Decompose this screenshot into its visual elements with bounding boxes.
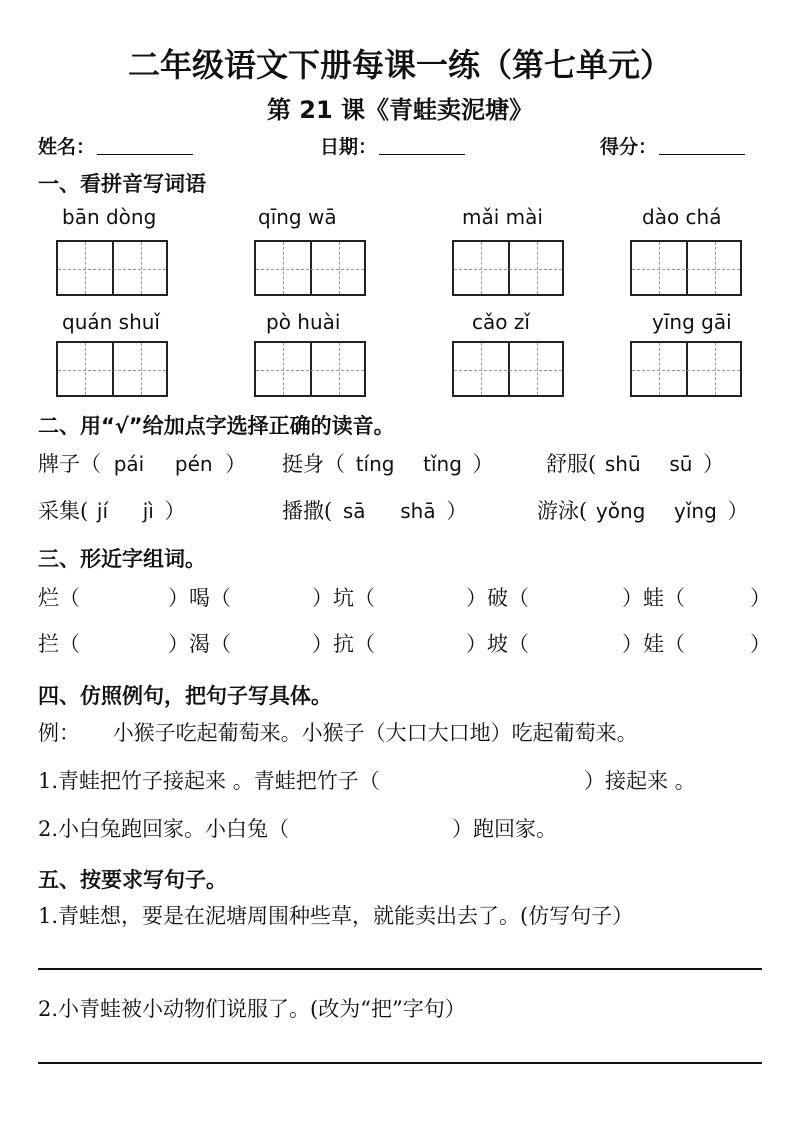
- section5-heading: 五、按要求写句子。: [38, 868, 227, 892]
- score-field[interactable]: [600, 132, 745, 159]
- option[interactable]: tǐng: [423, 452, 462, 476]
- option[interactable]: pái: [113, 452, 145, 476]
- similar-char-bracket: ）: [750, 632, 771, 656]
- question-1-part-b: ）接起来 。: [584, 769, 696, 793]
- word: 采集(: [38, 499, 89, 523]
- bracket: ）: [727, 499, 749, 523]
- word: 牌子（: [38, 452, 101, 476]
- similar-char-item[interactable]: ）坑（: [312, 586, 375, 610]
- section1-heading: 一、看拼音写词语: [38, 172, 206, 196]
- date-field[interactable]: [320, 132, 465, 159]
- writing-grid[interactable]: [254, 341, 366, 397]
- worksheet-title: 二年级语文下册每课一练（第七单元）: [127, 46, 672, 84]
- date-blank[interactable]: [379, 136, 465, 155]
- option[interactable]: tíng: [355, 452, 395, 476]
- pinyin-label: quán shuǐ: [62, 310, 160, 334]
- writing-grid[interactable]: [452, 240, 564, 296]
- pinyin-label: pò huài: [266, 310, 341, 334]
- pronunciation-item: [537, 495, 748, 525]
- pronunciation-item: [38, 448, 246, 478]
- option[interactable]: jí: [96, 499, 109, 523]
- bracket: ）: [164, 499, 186, 523]
- similar-char-item[interactable]: ）喝（: [168, 586, 231, 610]
- option[interactable]: jì: [142, 499, 154, 523]
- pronunciation-item: [282, 495, 467, 525]
- example-text: 小猴子吃起葡萄来。小猴子（大口大口地）吃起葡萄来。: [112, 721, 638, 745]
- writing-grid[interactable]: [630, 341, 742, 397]
- question-1-part-a: 1.青蛙把竹子接起来 。青蛙把竹子（: [38, 769, 380, 793]
- pinyin-label: dào chá: [642, 205, 722, 229]
- similar-char-item[interactable]: ）破（: [466, 586, 529, 610]
- answer-line[interactable]: [38, 1062, 762, 1064]
- word: 播撒(: [282, 499, 333, 523]
- name-blank[interactable]: [97, 136, 193, 155]
- name-field[interactable]: [38, 132, 193, 159]
- date-label: 日期：: [320, 136, 378, 158]
- score-label: 得分：: [600, 136, 658, 158]
- word: 舒服(: [546, 452, 597, 476]
- option[interactable]: pén: [174, 452, 213, 476]
- section3-heading: 三、形近字组词。: [38, 547, 206, 571]
- similar-char-item[interactable]: ）渴（: [168, 632, 231, 656]
- option[interactable]: yǐng: [674, 499, 717, 523]
- writing-grid[interactable]: [56, 240, 168, 296]
- similar-char-item[interactable]: ）娃（: [622, 632, 685, 656]
- question-2-part-b: ）跑回家。: [452, 817, 557, 841]
- option[interactable]: shā: [400, 499, 436, 523]
- question-1: 1.青蛙想，要是在泥塘周围种些草，就能卖出去了。(仿写句子）: [38, 904, 634, 928]
- writing-grid[interactable]: [452, 341, 564, 397]
- similar-char-bracket: ）: [750, 586, 771, 610]
- bracket: ）: [225, 452, 247, 476]
- writing-grid[interactable]: [630, 240, 742, 296]
- name-label: 姓名：: [38, 136, 96, 158]
- similar-char-item[interactable]: ）抗（: [312, 632, 375, 656]
- pinyin-label: cǎo zǐ: [472, 310, 530, 334]
- section2-heading: 二、用“√”给加点字选择正确的读音。: [38, 414, 395, 438]
- pinyin-label: mǎi mài: [462, 205, 543, 229]
- pronunciation-item: [282, 448, 494, 478]
- bracket: ）: [472, 452, 494, 476]
- section4-heading: 四、仿照例句，把句子写具体。: [38, 684, 332, 708]
- option[interactable]: sū: [669, 452, 693, 476]
- question-2-part-a: 2.小白兔跑回家。小白兔（: [38, 817, 290, 841]
- pinyin-label: yīng gāi: [652, 310, 732, 334]
- pinyin-label: qīng wā: [258, 205, 337, 229]
- similar-char-item[interactable]: ）蛙（: [622, 586, 685, 610]
- writing-grid[interactable]: [56, 341, 168, 397]
- option[interactable]: shū: [604, 452, 641, 476]
- bracket: ）: [446, 499, 468, 523]
- question-2: 2.小青蛙被小动物们说服了。(改为“把”字句）: [38, 997, 466, 1021]
- bracket: ）: [703, 452, 725, 476]
- similar-char-item[interactable]: ）坡（: [466, 632, 529, 656]
- similar-char-item[interactable]: 拦（: [38, 632, 80, 656]
- writing-grid[interactable]: [254, 240, 366, 296]
- word: 游泳(: [537, 499, 588, 523]
- answer-line[interactable]: [38, 968, 762, 970]
- pinyin-label: bān dòng: [62, 205, 157, 229]
- example-label: 例：: [38, 721, 80, 745]
- pronunciation-item: [546, 448, 724, 478]
- option[interactable]: yǒng: [595, 499, 646, 523]
- similar-char-item[interactable]: 烂（: [38, 586, 80, 610]
- lesson-subtitle: 第 21 课《青蛙卖泥塘》: [266, 96, 534, 124]
- word: 挺身（: [282, 452, 345, 476]
- score-blank[interactable]: [659, 136, 745, 155]
- example-sentence: [38, 717, 638, 747]
- option[interactable]: sā: [342, 499, 366, 523]
- pronunciation-item: [38, 495, 186, 525]
